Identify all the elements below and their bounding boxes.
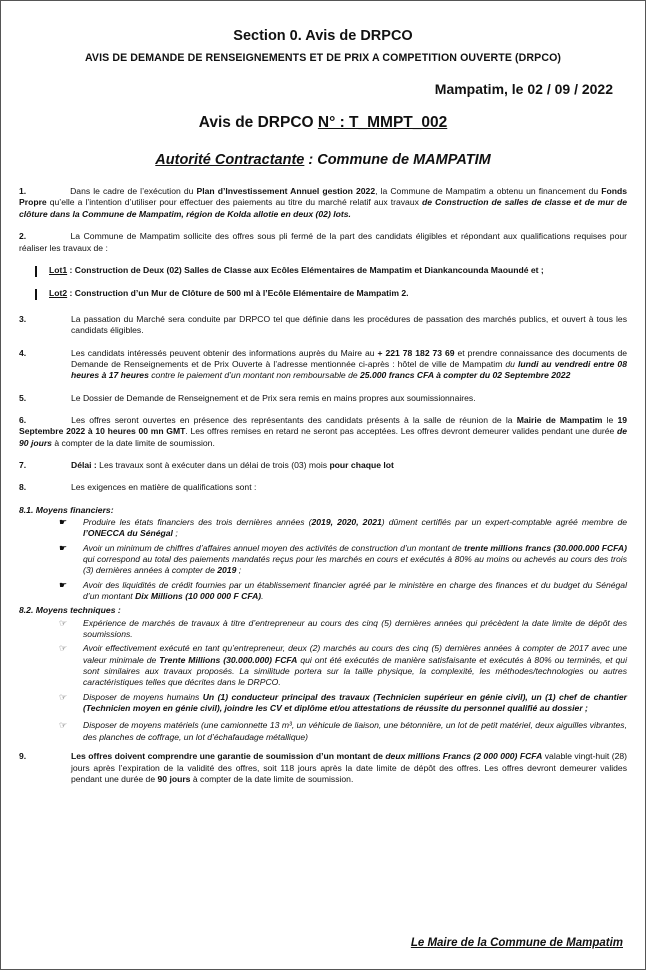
pointing-hand-icon: ☛ [59,516,68,527]
authority-label: Autorité Contractante [155,152,305,169]
text: Disposer de moyens humains [83,691,203,702]
text: qui ont été exécutés de manière satisfaisante et exécutés à 80% ou terminés, et qui sont similaires aux travaux proposés. La similitude portera sur la taille physique, la complexité, les méthodes/technologies ou autres caractéristiques telles que décrites dans le DRPCO. [83,654,627,688]
paragraph-number: 5. [19,392,27,403]
paragraph-5 [19,393,627,404]
text: Expérience de marchés de travaux à titre d’entrepreneur au cours des cinq (5) dernières années qui précèdent la date limite de dépôt des soumissions. [83,617,627,640]
lot-item [35,288,627,300]
pointing-hand-icon: ☛ [59,542,68,553]
text: ; [172,528,178,539]
plan-name: Plan d’Investissement Annuel gestion 2022 [196,186,376,197]
list-item [59,618,627,641]
list-item [59,643,627,688]
text: . [261,591,264,602]
list-item [59,720,627,743]
text: à compter de la date limite de soumission. [190,773,354,784]
text: valable vingt-huit (28) jours après l’expiration de la validité des offres, soit 118 jours après la date limite de dépôt des offres. Les offres devront demeurer valides pendant une durée de [71,751,628,784]
year: 2019 [217,565,237,576]
text: qu’elle a l’intention d’utiliser pour effectuer des paiements au titre du marché relatif aux travaux [46,197,422,208]
pointing-hand-icon: ☛ [59,579,68,590]
text: à compter de la date limite de soumission. [51,437,215,448]
works-description: de Construction de salles de classe et de mur de clôture dans la Commune de Mampatim, région de Kolda allotie en deux (02) lots. [19,197,627,219]
list-item [59,543,627,577]
text: Disposer de moyens matériels (une camionnette 13 m³, un véhicule de liaison, une bétonnière, un lot de petit matériel, deux aiguilles vibrantes, des planches de coffrage, un lot d’échafaudage métallique) [83,720,627,742]
signature-line: Le Maire de la Commune de Mampatim [410,936,623,949]
text: du [505,358,518,369]
text: , la Commune de Mampatim a obtenu un financement du [375,186,602,197]
amount: Trente Millions (30.000.000) FCFA [159,654,298,665]
text: La passation du Marché sera conduite par DRPCO tel que définie dans les procédures de passation des marchés publics, et ouvert à tous les candidats éligibles. [71,313,627,336]
paragraph-number: 8. [19,482,27,493]
text: le [602,414,618,425]
list-item [59,692,627,715]
paragraph-9 [19,751,627,785]
list-item [59,517,627,540]
text: Les exigences en matière de qualifications sont : [71,482,257,493]
opening-date: 19 Septembre 2022 à 10 heures 00 mn GMT [19,414,628,437]
guarantee-amount: deux millions Francs (2 000 000) FCFA [385,751,543,762]
text: . Les offres remises en retard ne seront pas acceptées. Les offres devront demeurer valides pendant une durée [185,426,617,437]
text: Les travaux sont à exécuter dans un délai de trois (03) mois [96,459,330,470]
text: Les offres doivent comprendre une garantie de soumission d’un montant de [71,751,386,762]
section-title: Section 0. Avis de DRPCO [233,28,413,44]
deadline-label: Délai : [71,459,97,470]
paragraph-number: 6. [19,414,27,425]
lot-text: : Construction de Deux (02) Salles de Classe aux Ecôles Elémentaires de Mampatim et Diankancounda Maoundé et ; [67,264,544,275]
text: qui correspond au total des paiements mandatés reçus pour les marchés en cours et exécutés à 80% au moins ou achevés au cours des trois (3) dernières années à compter de [83,554,627,576]
paragraph-2 [19,231,627,254]
notice-title: AVIS DE DEMANDE DE RENSEIGNEMENTS ET DE PRIX A COMPETITION OUVERTE (DRPCO) [84,52,562,65]
list-item [59,580,627,603]
text: ; [236,565,242,576]
technical-means-heading: 8.2. Moyens techniques : [19,605,121,616]
paragraph-7 [19,460,627,471]
staff-requirements: Un (1) conducteur principal des travaux (Technicien supérieur en génie civil), un (1) chef de chantier (Technicien moyen en génie civil), joindre les CV et diplôme et/ou attestations de réussite du personnel qualifié au dossier ; [83,691,628,714]
paragraph-6 [19,415,627,449]
paragraph-1 [19,186,627,220]
paragraph-number: 2. [19,231,27,242]
financial-means-heading: 8.1. Moyens financiers: [19,504,114,515]
opening-hours: lundi au vendredi entre 08 heures à 17 heures [71,358,627,381]
paragraph-number: 1. [19,186,27,197]
text: Le Dossier de Demande de Renseignement et de Prix sera remis en mains propres aux soumissionnaires. [71,392,476,403]
paragraph-4 [19,348,627,382]
text: Dans le cadre de l’exécution du [70,186,197,197]
amount: Dix Millions (10 000 000 F CFA) [135,591,262,602]
contracting-authority [19,151,627,170]
years: 2019, 2020, 2021 [311,516,382,527]
text: ) dûment certifiés par un expert-comptable agréé membre de [381,516,628,527]
notice-number-value: N° : T_MMPT_002 [317,113,448,131]
text: Avoir des liquidités de crédit fournies par un établissement financier agréé par le ministère en charge des finances et du budget du Sénégal d’un montant [83,579,627,602]
paragraph-8 [19,482,627,493]
validity-period: de 90 jours [19,426,627,448]
phone-number: + 221 78 182 73 69 [377,347,455,358]
text: Avoir effectivement exécuté en tant qu’entrepreneur, deux (2) marchés au cours des cinq (5) dernières années à compter de 2017 avec une valeur minimale de [83,643,627,665]
fee-amount: 25.000 francs CFA à compter du 02 Septembre 2022 [360,370,571,381]
venue: Mairie de Mampatim [516,414,603,425]
funding-source: Fonds Propre [19,186,627,208]
lot-label: Lot2 [49,287,68,298]
place-date: Mampatim, le 02 / 09 / 2022 [434,81,613,98]
pointing-hand-icon: ☞ [59,617,68,628]
pointing-hand-icon: ☞ [59,643,68,654]
vertical-bar-icon [35,266,37,277]
paragraph-number: 7. [19,459,27,470]
paragraph-number: 4. [19,347,27,358]
notice-number [19,113,627,133]
pointing-hand-icon: ☞ [59,720,68,731]
text: et prendre connaissance des documents de Demande de Renseignements et de Prix Ouverte à l’adresse mentionnée ci-après : hôtel de ville de Mampatim [71,347,628,369]
validity-period: 90 jours [157,773,191,784]
text: La Commune de Mampatim sollicite des offres sous pli fermé de la part des candidats éligibles et répondant aux qualifications requises pour réaliser les travaux de : [19,231,627,253]
organization: l’ONECCA du Sénégal [83,528,173,539]
text: Produire les états financiers des trois dernières années ( [83,516,312,527]
text: Les candidats intéressés peuvent obtenir des informations auprès du Maire au [71,347,378,358]
text: Les offres seront ouvertes en présence des représentants des candidats présents à la salle de réunion de la [71,414,517,425]
notice-number-prefix: Avis de DRPCO [198,113,318,131]
vertical-bar-icon [35,289,37,300]
text: pour chaque lot [329,459,394,470]
paragraph-3 [19,314,627,337]
lot-text: : Construction d’un Mur de Clôture de 500 ml à l’Ecôle Elémentaire de Mampatim 2. [67,287,409,298]
paragraph-number: 3. [19,313,27,324]
lot-label: Lot1 [49,264,68,275]
paragraph-number: 9. [19,751,27,762]
text: Avoir un minimum de chiffres d’affaires annuel moyen des activités de construction d’un montant de [83,542,465,553]
lot-item [35,265,627,277]
text: contre le paiement d’un montant non remboursable de [148,370,361,381]
pointing-hand-icon: ☞ [59,691,68,702]
amount: trente millions francs (30.000.000 FCFA) [464,542,627,553]
authority-value: : Commune de MAMPATIM [304,152,491,169]
